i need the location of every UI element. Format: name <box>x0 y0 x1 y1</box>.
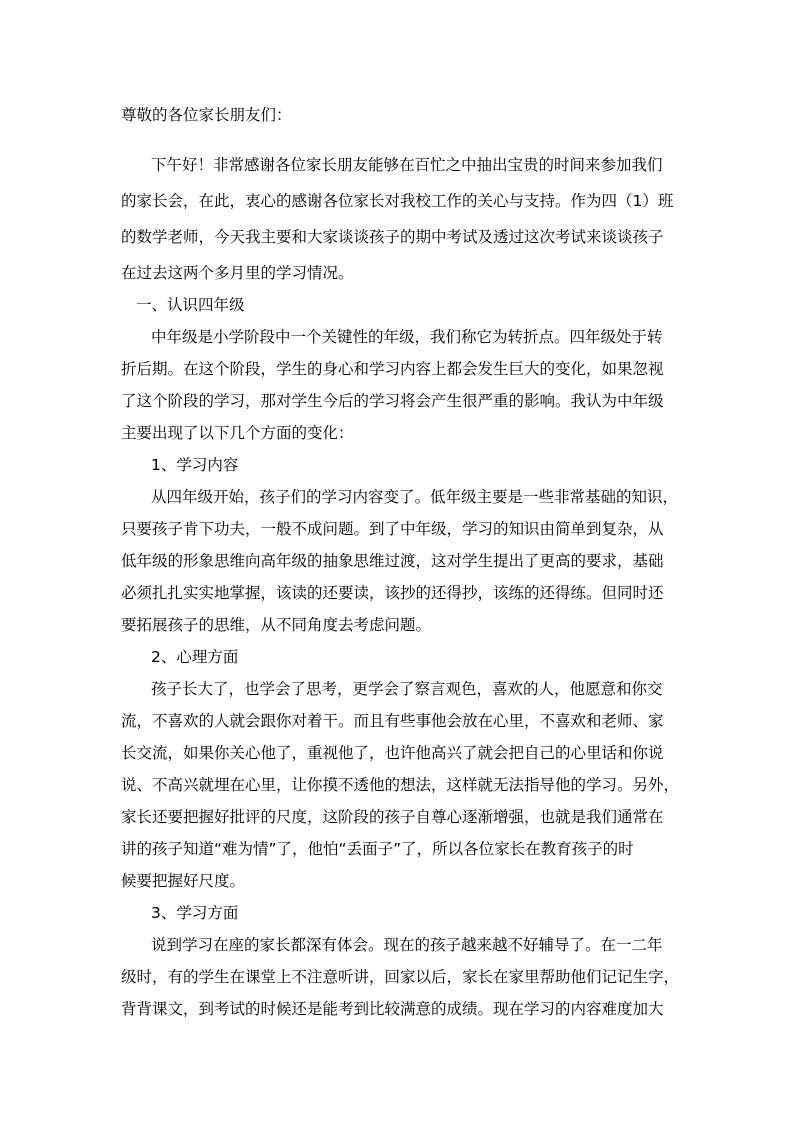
section-heading: 一、认识四年级 <box>136 296 245 314</box>
paragraph-line: 折后期。在这个阶段，学生的身心和学习内容上都会发生巨大的变化，如果忽视 <box>121 360 664 378</box>
paragraph-line: 了这个阶段的学习，那对学生今后的学习将会产生很严重的影响。我认为中年级 <box>121 392 664 410</box>
paragraph-line: 家长还要把握好批评的尺度，这阶段的孩子自尊心逐渐增强，也就是我们通常在 <box>121 808 664 826</box>
paragraph-line: 中年级是小学阶段中一个关键性的年级，我们称它为转折点。四年级处于转 <box>151 328 663 346</box>
paragraph-line: 长交流，如果你关心他了，重视他了，也许他高兴了就会把自己的心里话和你说 <box>121 744 664 762</box>
paragraph-line: 孩子长大了，也学会了思考，更学会了察言观色，喜欢的人，他愿意和你交 <box>151 680 663 698</box>
salutation: 尊敬的各位家长朋友们： <box>121 106 292 124</box>
paragraph-line: 流，不喜欢的人就会跟你对着干。而且有些事他会放在心里，不喜欢和老师、家 <box>121 712 664 730</box>
subsection-heading: 3、学习方面 <box>151 904 239 922</box>
paragraph-line: 主要出现了以下几个方面的变化： <box>121 424 354 442</box>
paragraph-line: 低年级的形象思维向高年级的抽象思维过渡，这对学生提出了更高的要求，基础 <box>121 552 664 570</box>
paragraph-line: 从四年级开始，孩子们的学习内容变了。低年级主要是一些非常基础的知识， <box>151 488 679 506</box>
paragraph-line: 必须扎扎实实地掌握，该读的还要读，该抄的还得抄，该练的还得练。但同时还 <box>121 584 664 602</box>
paragraph-line: 在过去这两个多月里的学习情况。 <box>121 264 354 282</box>
paragraph-line: 要拓展孩子的思维，从不同角度去考虑问题。 <box>121 616 432 634</box>
paragraph-line: 背背课文，到考试的时候还是能考到比较满意的成绩。现在学习的内容难度加大 <box>121 1000 664 1018</box>
paragraph-line: 下午好！非常感谢各位家长朋友能够在百忙之中抽出宝贵的时间来参加我们 <box>151 156 663 174</box>
subsection-heading: 1、学习内容 <box>151 456 239 474</box>
paragraph-line: 的家长会，在此，衷心的感谢各位家长对我校工作的关心与支持。作为四（1）班 <box>121 192 674 210</box>
paragraph-line: 讲的孩子知道“难为情”了，他怕“丢面子”了，所以各位家长在教育孩子的时 <box>121 840 634 858</box>
paragraph-line: 只要孩子肯下功夫，一般不成问题。到了中年级，学习的知识由简单到复杂，从 <box>121 520 664 538</box>
subsection-heading: 2、心理方面 <box>151 648 239 666</box>
paragraph-line: 候要把握好尺度。 <box>121 872 246 890</box>
paragraph-line: 说、不高兴就埋在心里，让你摸不透他的想法，这样就无法指导他的学习。另外， <box>121 776 680 794</box>
paragraph-line: 的数学老师，今天我主要和大家谈谈孩子的期中考试及透过这次考试来谈谈孩子 <box>121 228 664 246</box>
paragraph-line: 级时，有的学生在课堂上不注意听讲，回家以后，家长在家里帮助他们记记生字， <box>121 968 680 986</box>
paragraph-line: 说到学习在座的家长都深有体会。现在的孩子越来越不好辅导了。在一二年 <box>151 936 663 954</box>
